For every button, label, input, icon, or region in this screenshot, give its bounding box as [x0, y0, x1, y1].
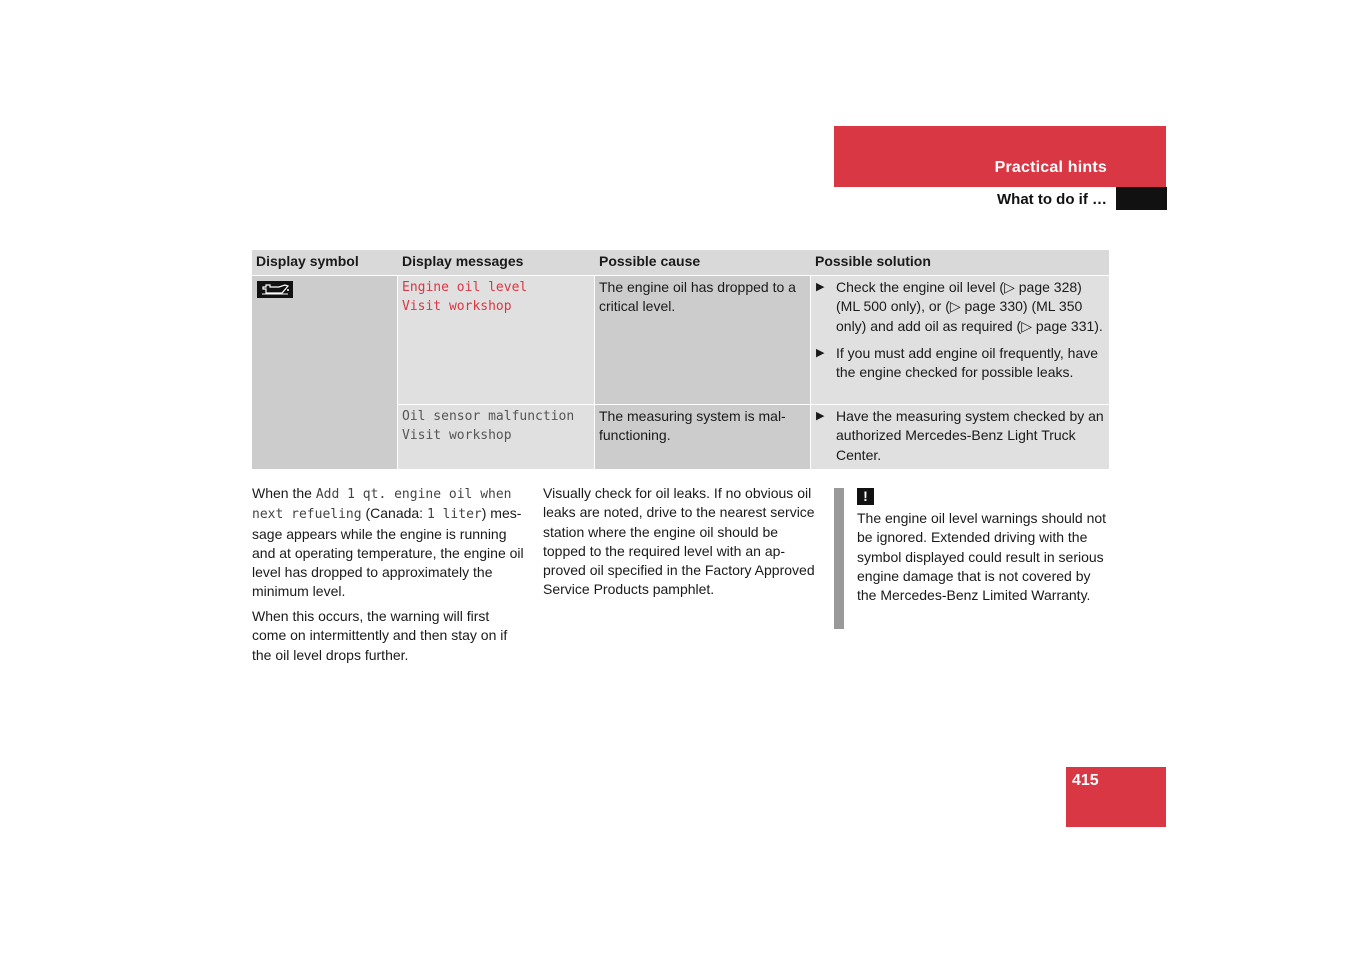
table-cell-cause: The measuring system is mal-functioning. [595, 405, 810, 469]
warning-text: The engine oil level warnings should not be ignored. Extended driving with the symbol displayed could result in serious engine damage that is not covered by the Mercedes-Benz Limited Warranty. [857, 510, 1107, 604]
table-header-display-symbol: Display symbol [252, 250, 398, 275]
body-paragraph: When the Add 1 qt. engine oil when next refueling (Canada: 1 liter) mes-sage appears while the engine is running and at operating temperature, the engine oil level has dropped to approximately the minimum level. [252, 485, 524, 600]
bullet-triangle-icon: ▶ [816, 346, 825, 359]
table-cell-symbol [252, 276, 397, 469]
warning-bar [834, 488, 844, 629]
solution-item: ▶ If you must add engine oil frequently, have the engine checked for possible leaks. [816, 344, 1099, 381]
subsection-title: What to do if … [997, 191, 1107, 208]
solution-item: ▶ Check the engine oil level (▷ page 328) (ML 500 only), or (▷ page 330) (ML 350 only) and add oil as required (▷ page 331). [816, 279, 1103, 334]
bullet-triangle-icon: ▶ [816, 281, 825, 293]
header-black-tab [1116, 187, 1167, 210]
bullet-triangle-icon: ▶ [816, 410, 825, 422]
solution-item: ▶ Have the measuring system checked by an authorized Mercedes-Benz Light Truck Center. [816, 408, 1104, 463]
engine-oil-can-icon [257, 281, 293, 298]
table-cell-solution [811, 405, 1109, 469]
message-line: Engine oil level [402, 280, 528, 295]
message-line: Oil sensor malfunction [402, 409, 575, 424]
table-header-possible-solution: Possible solution [811, 250, 1109, 275]
body-paragraph: When this occurs, the warning will first come on intermittently and then stay on if the oil level drops further. [252, 608, 508, 663]
table-cell-solution [811, 276, 1109, 404]
message-line: Visit workshop [402, 428, 512, 444]
page-number: 415 [1072, 772, 1099, 789]
table-cell-message [398, 276, 594, 404]
body-paragraph: Visually check for oil leaks. If no obvious oil leaks are noted, drive to the nearest service station where the engine oil should be topped to the required level with an ap-proved oil specified in the Factory Approved Service Products pamphlet. [543, 485, 815, 598]
header-red-band [834, 126, 1166, 187]
table-header-possible-cause: Possible cause [595, 250, 811, 275]
exclamation-icon: ! [857, 488, 874, 505]
table-header-display-messages: Display messages [398, 250, 595, 275]
section-title: Practical hints [994, 159, 1107, 176]
table-cell-cause: The engine oil has dropped to a critical level. [595, 276, 810, 404]
table-cell-message [398, 405, 594, 469]
message-line: Visit workshop [402, 299, 512, 315]
